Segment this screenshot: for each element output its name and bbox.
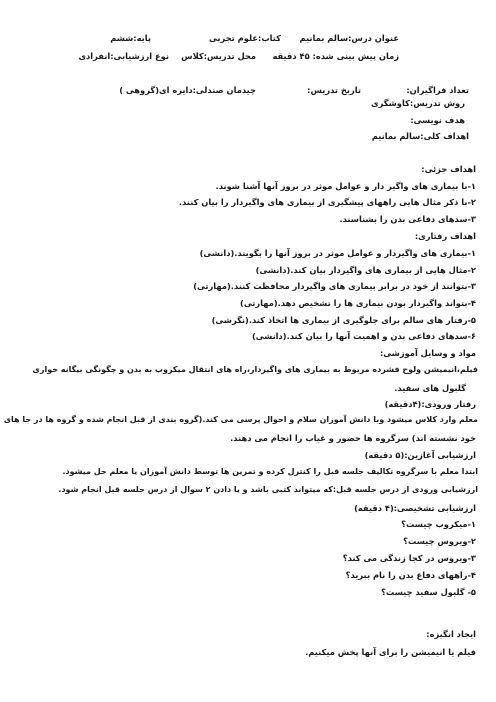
entry-line-1: معلم وارد کلاس میشود وبا دانش آموزان سلام و احوال پرسی می کند.(گروه بندی از قبل انجام شده و گروه ها در جا های [3,415,478,424]
assessment-type: نوع ارزشیابی:انفرادی [78,51,169,61]
book-name: کتاب:علوم تجربی [209,33,281,43]
initial-assessment-line-1: ابتدا معلم با سرگروه تکالیف جلسه قبل را کنترل کرده و تمرین ها توسط دانش آموزان یا معلم حل میشود. [62,467,478,476]
objective-writing: هدف نویسی: [410,115,465,125]
initial-assessment-title: ارزشیابی آغازین:(۵ دقیقه) [364,450,476,460]
materials-line-2: گلبول های سفید. [394,383,466,393]
header-row-1 [0,33,496,45]
header-row-2 [0,51,496,63]
students-count: تعداد فراگیران: [406,85,469,95]
location: محل تدریس:کلاس [181,51,256,61]
diagnostic-q-3: ۳-ویروس در کجا زندگی می کند؟ [342,553,476,563]
diagnostic-q-2: ۲-ویروس چیست؟ [403,536,476,546]
partial-goal-2: ۲-با ذکر مثال هایی راههای پیشگیری از بیماری های واگیردار را بیان کنند. [178,197,476,207]
behavioral-goal-4: ۴-بتواند واگیردار بودن بیماری ها را تشخیص دهد.(مهارتی) [240,298,476,308]
entry-line-2: خود نشسته اند) سرگروه ها حضور و غیاب را انجام می دهند. [230,433,476,443]
materials-title: مواد و وسایل آموزشی: [379,348,476,358]
behavioral-goal-2: ۲-مثال هایی از بیماری های واگیردار بیان کند.(دانشی) [255,265,476,275]
materials-line-1: فیلم،انیمیشن ولوح فشرده مربوط به بیماری های واگیردار،راه های انتقال میکروب به بدن و چگونگی بیگانه خواری [32,365,478,374]
diagnostic-title: ارزشیابی تشخیصی:(۴ دقیقه) [354,503,476,513]
seating: چیدمان صندلی:دایره ای(گروهی ) [119,85,256,95]
diagnostic-q-5: ۵- گلبول سفید چیست؟ [381,587,476,597]
info-row [0,85,496,97]
teaching-date: تاریخ تدریس: [307,85,361,95]
general-goals: اهداف کلی:سالم بمانیم [371,131,469,141]
initial-assessment-line-2: ارزشیابی ورودی از درس جلسه قبل:که میتواند کتبی باشد و یا دادن ۲ سوال از درس جلسه قبل انجام شود. [58,485,478,494]
behavioral-goal-3: ۳-بتوانند از خود در برابر بیماری های واگیردار محافظت کنند.(مهارتی) [193,281,476,291]
motivation-line-1: فیلم یا انیمیشن را برای آنها پخش میکنیم. [305,647,476,657]
diagnostic-q-1: ۱-میکروب چیست؟ [401,519,476,529]
partial-goal-3: ۳-سدهای دفاعی بدن را بشناسند. [339,214,476,224]
grade: پایه:ششم [110,33,151,43]
duration: زمان پیش بینی شده: ۴۵ دقیقه [272,51,399,61]
teaching-method: روش تدریس:کاوشگری [371,98,465,108]
behavioral-goals-title: اهداف رفتاری: [414,231,476,241]
lesson-title: عنوان درس:سالم بمانیم [299,33,399,43]
diagnostic-q-4: ۴-راههای دفاع بدن را نام ببرید؟ [345,570,476,580]
behavioral-goal-1: ۱-بیماری های واگیردار و عوامل موثر در بروز آنها را بگویند.(دانشی) [199,248,476,258]
entry-title: رفتار ورودی:(۴دقیقه) [384,399,476,409]
behavioral-goal-5: ۵-رفتار های سالم برای جلوگیری از بیماری ها اتخاذ کند.(نگرشی) [211,315,476,325]
partial-goal-1: ۱-با بیماری های واگیر دار و عوامل موثر در بروز آنها آشنا شوند. [215,181,476,191]
behavioral-goal-6: ۶-سدهای دفاعی بدن و اهمیت آنها را بیان کند.(دانشی) [251,331,476,341]
motivation-title: ایجاد انگیزه: [426,629,476,639]
partial-goals-title: اهداف جزئی: [421,164,476,174]
